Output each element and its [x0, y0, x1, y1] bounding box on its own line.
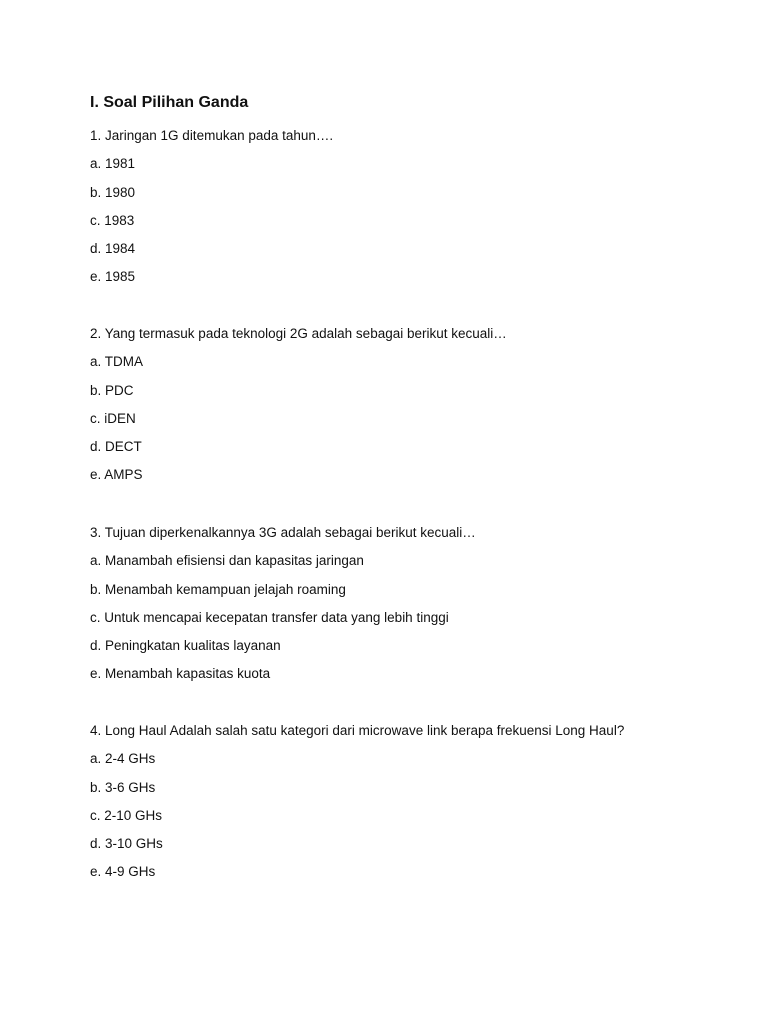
answer-option: c. iDEN: [90, 410, 136, 426]
section-heading: I. Soal Pilihan Ganda: [90, 94, 249, 111]
answer-option: b. 3-6 GHs: [90, 779, 156, 795]
answer-option: e. AMPS: [90, 467, 143, 483]
answer-option: d. 1984: [90, 241, 136, 257]
answer-option: c. 2-10 GHs: [90, 807, 163, 823]
question-block: [90, 122, 750, 292]
answer-option: a. Manambah efisiensi dan kapasitas jaringan: [90, 553, 364, 569]
answer-option: d. 3-10 GHs: [90, 836, 163, 852]
answer-option: e. Menambah kapasitas kuota: [90, 666, 271, 682]
question-text: 2. Yang termasuk pada teknologi 2G adalah sebagai berikut kecuali…: [90, 326, 507, 341]
question-text: 4. Long Haul Adalah salah satu kategori dari microwave link berapa frekuensi Long Haul?: [90, 723, 625, 738]
answer-option: a. 1981: [90, 156, 136, 172]
question-block: [90, 519, 750, 689]
answer-option: d. Peningkatan kualitas layanan: [90, 638, 281, 654]
answer-option: b. Menambah kemampuan jelajah roaming: [90, 581, 346, 597]
question-block: [90, 320, 750, 490]
answer-option: e. 1985: [90, 269, 136, 285]
answer-option: a. 2-4 GHs: [90, 751, 156, 767]
answer-option: e. 4-9 GHs: [90, 864, 156, 880]
question-text: 1. Jaringan 1G ditemukan pada tahun….: [90, 128, 334, 143]
question-block: [90, 717, 750, 887]
answer-option: d. DECT: [90, 439, 142, 455]
question-text: 3. Tujuan diperkenalkannya 3G adalah sebagai berikut kecuali…: [90, 525, 476, 540]
answer-option: c. Untuk mencapai kecepatan transfer data yang lebih tinggi: [90, 609, 449, 625]
answer-option: a. TDMA: [90, 354, 144, 370]
answer-option: b. 1980: [90, 184, 136, 200]
answer-option: b. PDC: [90, 382, 134, 398]
answer-option: c. 1983: [90, 212, 135, 228]
